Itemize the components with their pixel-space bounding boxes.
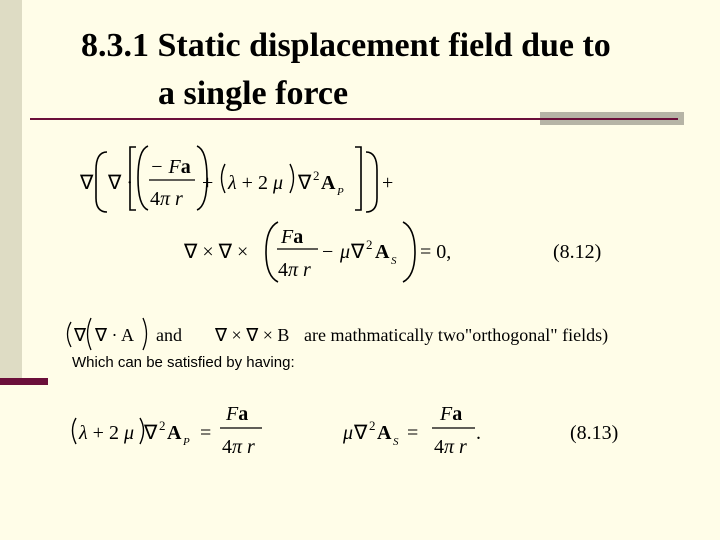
condition-text: Which can be satisfied by having: xyxy=(72,354,295,371)
equation-8-12-line-1 xyxy=(79,146,393,212)
equation-8-12-number: (8.12) xyxy=(553,241,602,263)
svg-text:∇: ∇ xyxy=(354,422,368,444)
svg-text:Fa: Fa xyxy=(440,403,463,425)
svg-text:λ + 2 μ: λ + 2 μ xyxy=(79,422,134,444)
svg-text:+: + xyxy=(202,172,214,194)
svg-text:A: A xyxy=(321,172,336,194)
equation-8-13 xyxy=(73,403,619,458)
title-line-1: 8.3.1 Static displacement field due to xyxy=(81,27,611,64)
svg-text:4π r: 4π r xyxy=(150,188,183,210)
svg-text:− Fa: − Fa xyxy=(150,156,191,178)
svg-text:A: A xyxy=(375,241,390,263)
svg-text:P: P xyxy=(183,436,190,448)
svg-text:4π r: 4π r xyxy=(434,436,467,458)
svg-text:∇: ∇ xyxy=(74,325,87,345)
equation-8-13-number: (8.13) xyxy=(570,422,619,444)
svg-text:A: A xyxy=(167,422,182,444)
svg-text:.: . xyxy=(476,422,481,444)
svg-text:Fa: Fa xyxy=(281,226,304,248)
svg-text:4π r: 4π r xyxy=(278,259,311,281)
note-tail: are mathmatically two"orthogonal" fields) xyxy=(304,325,609,345)
svg-text:∇ × ∇ × B: ∇ × ∇ × B xyxy=(215,325,290,345)
svg-text:∇: ∇ xyxy=(298,172,312,194)
svg-text:∇: ∇ xyxy=(144,422,158,444)
svg-text:μ: μ xyxy=(343,422,354,444)
svg-text:S: S xyxy=(393,436,399,448)
svg-text:∇ · A: ∇ · A xyxy=(95,325,135,345)
svg-text:S: S xyxy=(391,255,397,267)
svg-text:2: 2 xyxy=(366,237,373,252)
svg-text:=: = xyxy=(407,422,419,444)
svg-text:∇ ·: ∇ · xyxy=(108,172,134,194)
svg-text:−: − xyxy=(322,241,334,263)
svg-text:μ: μ xyxy=(340,241,351,263)
orthogonality-note xyxy=(68,318,609,350)
svg-text:2: 2 xyxy=(159,418,166,433)
svg-text:Fa: Fa xyxy=(226,403,249,425)
title-line-2: a single force xyxy=(158,75,349,112)
svg-text:+: + xyxy=(382,172,394,194)
svg-text:= 0,: = 0, xyxy=(420,241,452,263)
svg-text:=: = xyxy=(200,422,212,444)
svg-text:4π r: 4π r xyxy=(222,436,255,458)
equation-8-12-line-2 xyxy=(183,222,601,282)
svg-text:∇ × ∇ ×: ∇ × ∇ × xyxy=(184,241,249,263)
note-and: and xyxy=(156,325,182,345)
svg-text:∇: ∇ xyxy=(80,172,94,194)
svg-text:P: P xyxy=(337,186,344,198)
svg-text:2: 2 xyxy=(369,418,376,433)
svg-text:2: 2 xyxy=(313,168,320,183)
svg-text:∇: ∇ xyxy=(351,241,365,263)
svg-text:A: A xyxy=(377,422,392,444)
svg-text:λ + 2 μ: λ + 2 μ xyxy=(228,172,283,194)
